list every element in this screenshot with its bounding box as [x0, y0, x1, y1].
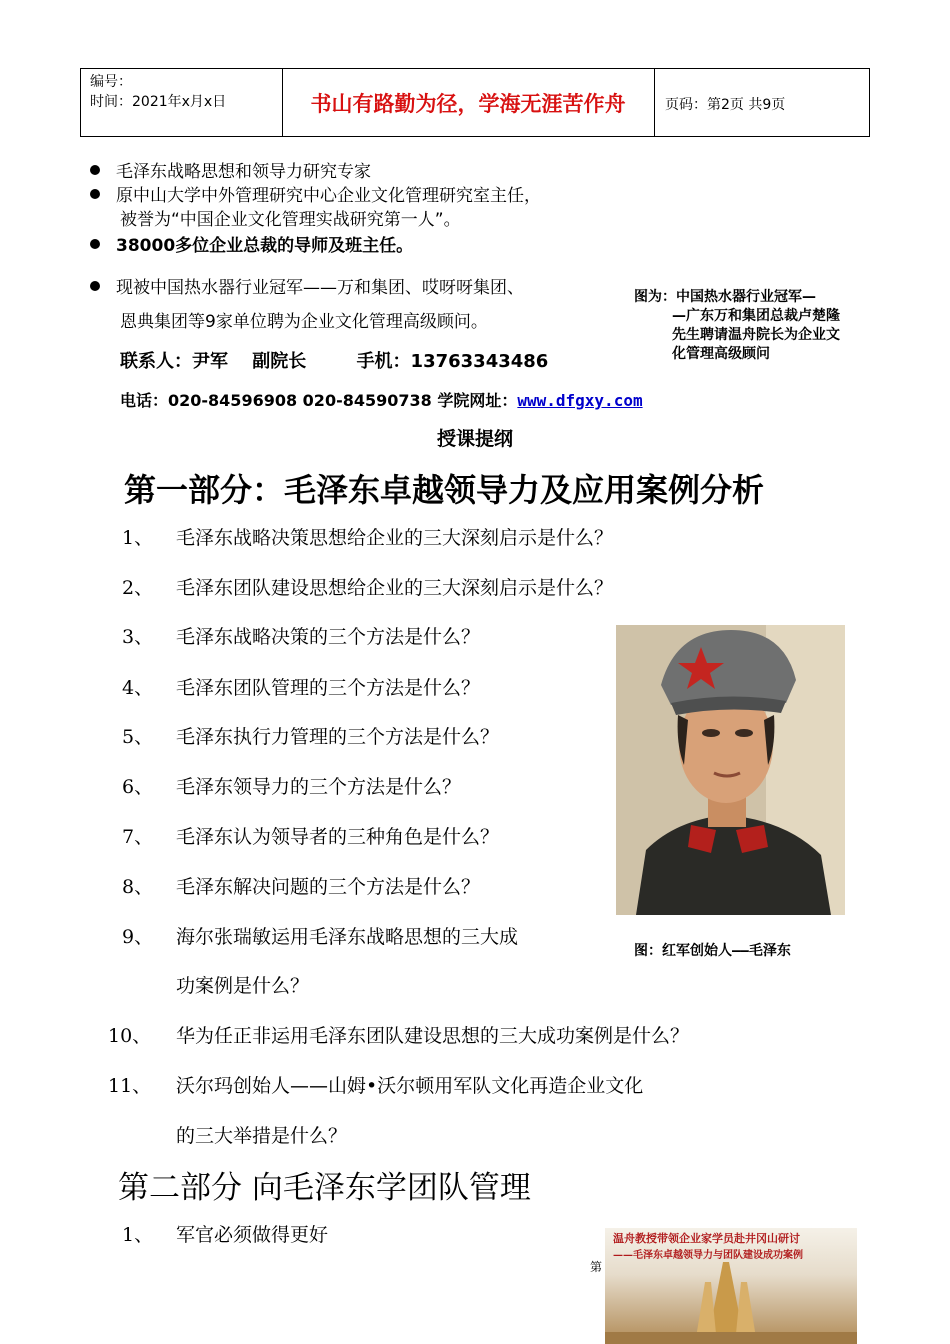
bullet-item: 原中山大学中外管理研究中心企业文化管理研究室主任， — [90, 184, 541, 208]
header-motto: 书山有路勤为径，学海无涯苦作舟 — [310, 92, 626, 116]
header-divider — [80, 68, 81, 136]
question-text: 华为任正非运用毛泽东团队建设思想的三大成功案例是什么？ — [176, 1025, 690, 1047]
bullet-item: 现被中国热水器行业冠军——万和集团、哎呀呀集团、 — [90, 276, 524, 300]
phone-numbers: 电话：020-84596908 020-84590738 学院网址： — [120, 391, 518, 410]
question-number: 1、 — [122, 527, 154, 549]
poster-subtitle: ——毛泽东卓越领导力与团队建设成功案例 — [613, 1250, 803, 1261]
poster-title: 温舟教授带领企业家学员赴井冈山研讨 — [613, 1232, 800, 1245]
part2-title: 第二部分 向毛泽东学团队管理 — [118, 1170, 531, 1206]
question-text: 毛泽东执行力管理的三个方法是什么？ — [176, 726, 500, 748]
question-text: 毛泽东领导力的三个方法是什么？ — [176, 776, 462, 798]
question-text: 毛泽东团队建设思想给企业的三大深刻启示是什么？ — [176, 577, 614, 599]
question-number: 7、 — [122, 826, 154, 848]
portrait-photo — [616, 625, 845, 915]
question-text-continuation: 功案例是什么？ — [176, 975, 310, 997]
time-label: 时间：2021年x月x日 — [90, 94, 227, 110]
header-divider — [654, 68, 655, 136]
question-number: 5、 — [122, 726, 154, 748]
part1-title: 第一部分：毛泽东卓越领导力及应用案例分析 — [124, 471, 765, 509]
bullet-item: 38000多位企业总裁的导师及班主任。 — [90, 234, 413, 258]
question-number: 4、 — [122, 677, 154, 699]
portrait-illustration — [616, 625, 845, 915]
question-number: 2、 — [122, 577, 154, 599]
header-top-rule — [80, 68, 870, 69]
question-text: 毛泽东解决问题的三个方法是什么？ — [176, 876, 481, 898]
photo-caption: 图：红军创始人——毛泽东 — [634, 943, 791, 959]
monument-illustration — [605, 1262, 857, 1344]
contact-mobile: 手机：13763343486 — [356, 351, 549, 372]
page-info: 页码：第2页 共9页 — [665, 97, 786, 113]
question-text: 军官必须做得更好 — [176, 1224, 329, 1246]
header-bottom-rule — [80, 136, 870, 137]
website-link[interactable]: www.dfgxy.com — [517, 391, 643, 410]
bullet-continuation: 恩典集团等9家单位聘为企业文化管理高级顾问。 — [120, 312, 488, 332]
bullet-continuation: 被誉为“中国企业文化管理实战研究第一人”。 — [120, 210, 461, 230]
bullet-icon — [90, 281, 100, 291]
question-number: 1、 — [122, 1224, 154, 1246]
question-number: 3、 — [122, 626, 154, 648]
bullet-item: 毛泽东战略思想和领导力研究专家 — [90, 160, 371, 184]
question-number: 8、 — [122, 876, 154, 898]
question-number: 9、 — [122, 926, 154, 948]
event-poster — [605, 1228, 857, 1344]
question-text: 海尔张瑞敏运用毛泽东战略思想的三大成 — [176, 926, 519, 948]
question-text: 毛泽东团队管理的三个方法是什么？ — [176, 677, 481, 699]
question-text: 毛泽东认为领导者的三种角色是什么？ — [176, 826, 500, 848]
bullet-icon — [90, 189, 100, 199]
header-meta — [90, 72, 226, 112]
page-fragment: 第 — [590, 1260, 603, 1274]
question-text: 毛泽东战略决策的三个方法是什么？ — [176, 626, 481, 648]
contact-line — [120, 347, 566, 373]
bullet-icon — [90, 239, 100, 249]
bullet-icon — [90, 165, 100, 175]
photo-caption-top: 图为：中国热水器行业冠军— —广东万和集团总裁卢楚隆 先生聘请温舟院长为企业文 化管理高级顾问 — [634, 289, 840, 362]
outline-title: 授课提纲 — [436, 428, 513, 450]
serial-label: 编号： — [90, 74, 132, 90]
header-divider — [869, 68, 870, 136]
question-text: 沃尔玛创始人——山姆•沃尔顿用军队文化再造企业文化 — [176, 1075, 644, 1097]
phone-line — [120, 388, 643, 411]
question-text: 毛泽东战略决策思想给企业的三大深刻启示是什么？ — [176, 527, 614, 549]
question-number: 6、 — [122, 776, 154, 798]
contact-role: 副院长 — [252, 351, 307, 372]
question-number: 10、 — [108, 1025, 152, 1047]
question-text-continuation: 的三大举措是什么？ — [176, 1125, 348, 1147]
question-number: 11、 — [108, 1075, 152, 1097]
contact-person: 联系人：尹军 — [120, 351, 228, 372]
